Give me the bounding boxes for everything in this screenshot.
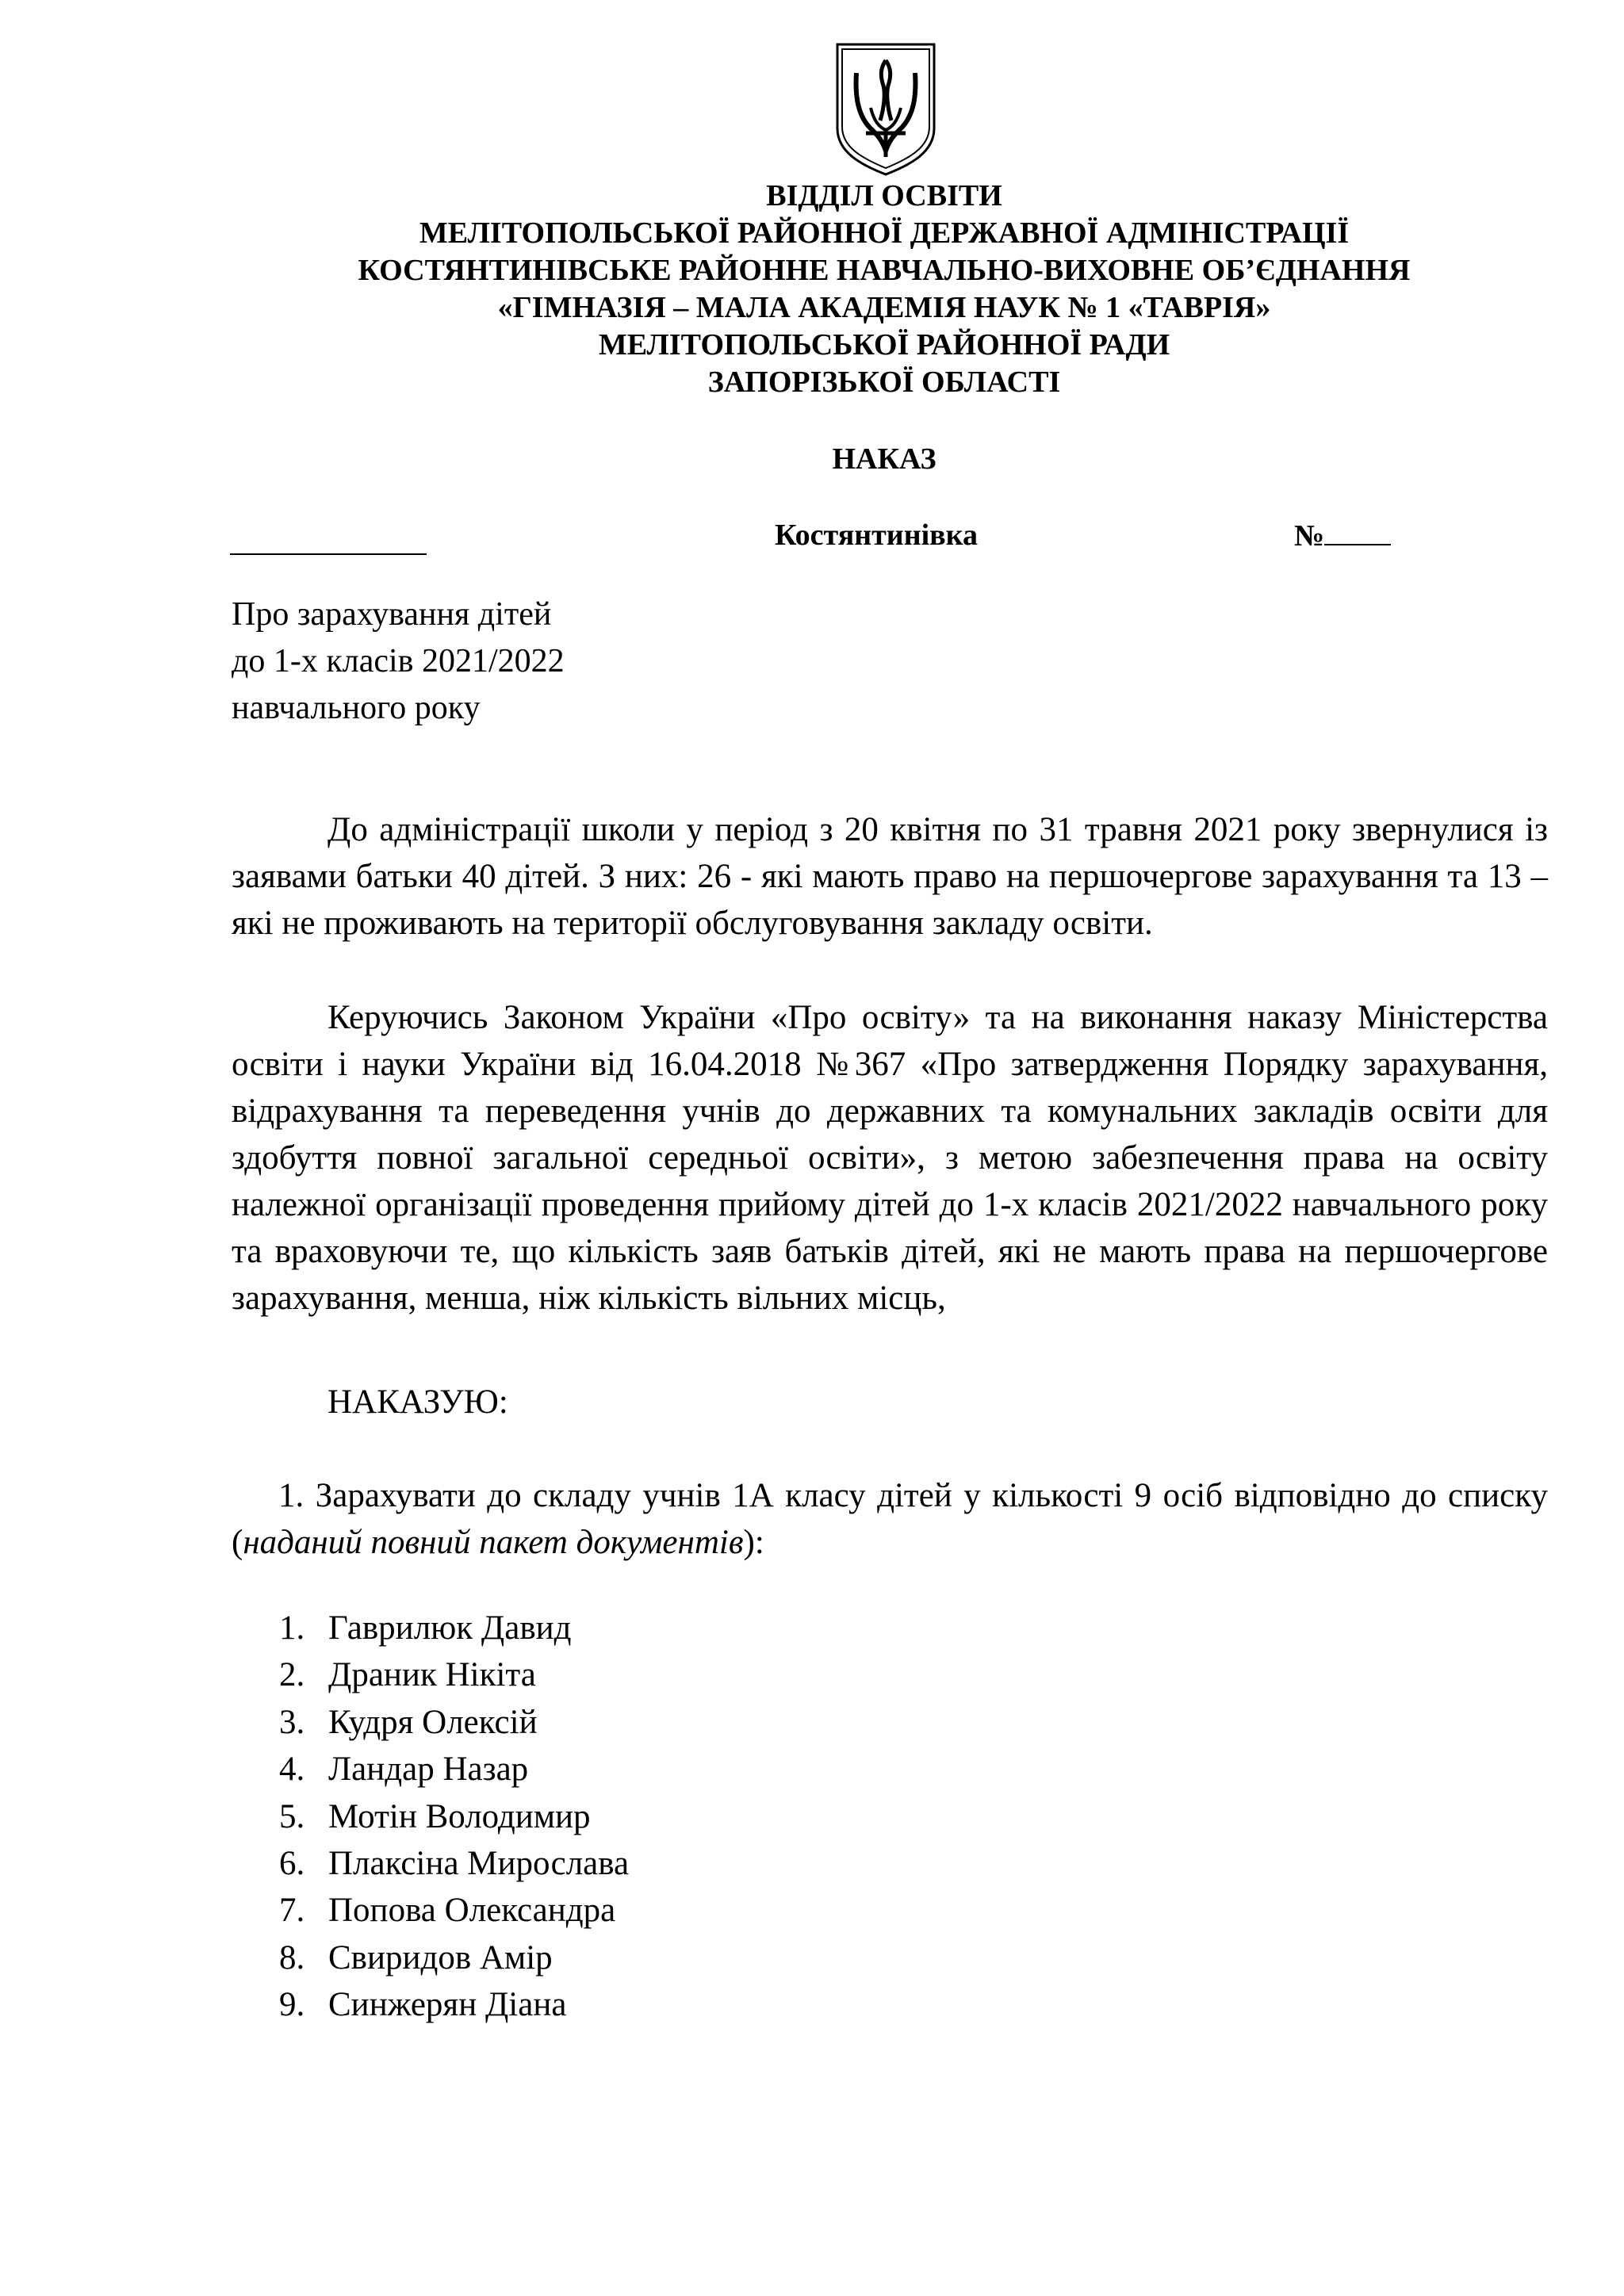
list-number: 7.	[279, 1892, 305, 1930]
paragraph-legal-basis: Керуючись Законом України «Про освіту» та на виконання наказу Міністерства освіти і науки України від 16.04.2018 №367 «Про затвердження Порядку зарахування, відрахування та переведення учнів до державних та комунальних закладів освіти для здобуття повної загальної середньої освіти», з метою забезпечення права на освіту належної організації проведення прийому дітей до 1-х класів 2021/2022 навчального року та враховуючи те, що кількість заяв батьків дітей, які не мають права на першочергове зарахування, менша, ніж кількість вільних місць,	[232, 999, 1548, 1317]
header-line: «ГІМНАЗІЯ – МАЛА АКАДЕМІЯ НАУК № 1 «ТАВРІЯ»	[497, 291, 1271, 324]
list-number: 3.	[279, 1703, 305, 1741]
list-item	[279, 1793, 629, 1840]
list-item	[279, 1746, 629, 1793]
list-item	[279, 1605, 629, 1651]
paragraph-applications: До адміністрації школи у період з 20 квітня по 31 травня 2021 року звернулися із заявами батьки 40 дітей. З них: 26 - які мають право на першочергове зарахування та 13 – які не проживають на території обслуговування закладу освіти.	[232, 811, 1548, 942]
student-name: Плаксіна Мирослава	[328, 1845, 630, 1883]
order-item-1	[232, 1472, 1548, 1566]
subject-line: Про зарахування дітей	[232, 596, 552, 633]
student-name: Драник Нікіта	[328, 1656, 536, 1694]
list-item	[279, 1651, 629, 1698]
list-number: 6.	[279, 1845, 305, 1883]
orders-label: НАКАЗУЮ:	[327, 1383, 508, 1421]
header-line: КОСТЯНТИНІВСЬКЕ РАЙОННЕ НАВЧАЛЬНО-ВИХОВНЕ ОБ’ЄДНАННЯ	[358, 254, 1411, 287]
number-blank-line	[1324, 517, 1391, 545]
list-number: 9.	[279, 1986, 305, 2024]
header-line: МЕЛІТОПОЛЬСЬКОЇ РАЙОННОЇ РАДИ	[598, 328, 1170, 362]
list-number: 8.	[279, 1938, 305, 1976]
header-line: МЕЛІТОПОЛЬСЬКОЇ РАЙОННОЇ ДЕРЖАВНОЇ АДМІНІСТРАЦІЇ	[419, 216, 1350, 250]
header-line: ЗАПОРІЗЬКОЇ ОБЛАСТІ	[707, 365, 1061, 399]
student-name: Синжерян Діана	[328, 1986, 567, 2024]
document-title: НАКАЗ	[832, 442, 936, 476]
item-italic-note: наданий повний пакет документів	[243, 1524, 744, 1561]
subject-line: навчального року	[232, 690, 481, 726]
list-item	[279, 1887, 629, 1934]
institution-header	[198, 178, 1570, 401]
item-text: 1. Зарахувати до складу учнів 1А класу дітей у кількості 9 осіб відповідно до списку (	[232, 1477, 1548, 1561]
city-name: Костянтинівка	[775, 519, 978, 552]
list-item	[279, 1699, 629, 1746]
list-number: 5.	[279, 1797, 305, 1835]
header-line: ВІДДІЛ ОСВІТИ	[766, 179, 1002, 212]
student-name: Мотін Володимир	[328, 1797, 591, 1835]
student-name: Попова Олександра	[328, 1892, 616, 1930]
coat-of-arms-icon	[834, 41, 937, 178]
student-name: Гаврилюк Давид	[328, 1609, 572, 1647]
order-number	[1294, 517, 1391, 555]
date-blank-line	[230, 517, 427, 555]
list-number: 4.	[279, 1751, 305, 1789]
student-list	[279, 1605, 629, 2029]
number-label: №	[1294, 519, 1325, 553]
student-name: Кудря Олексій	[328, 1703, 538, 1741]
list-item	[279, 1934, 629, 1981]
student-name: Свиридов Амір	[328, 1938, 553, 1976]
student-name: Ландар Назар	[328, 1751, 529, 1789]
subject-line: до 1-х класів 2021/2022	[232, 643, 565, 679]
list-number: 1.	[279, 1609, 305, 1647]
list-number: 2.	[279, 1656, 305, 1694]
list-item	[279, 1840, 629, 1887]
order-subject	[232, 591, 565, 732]
item-text-end: ):	[743, 1524, 764, 1561]
list-item	[279, 1981, 629, 2028]
